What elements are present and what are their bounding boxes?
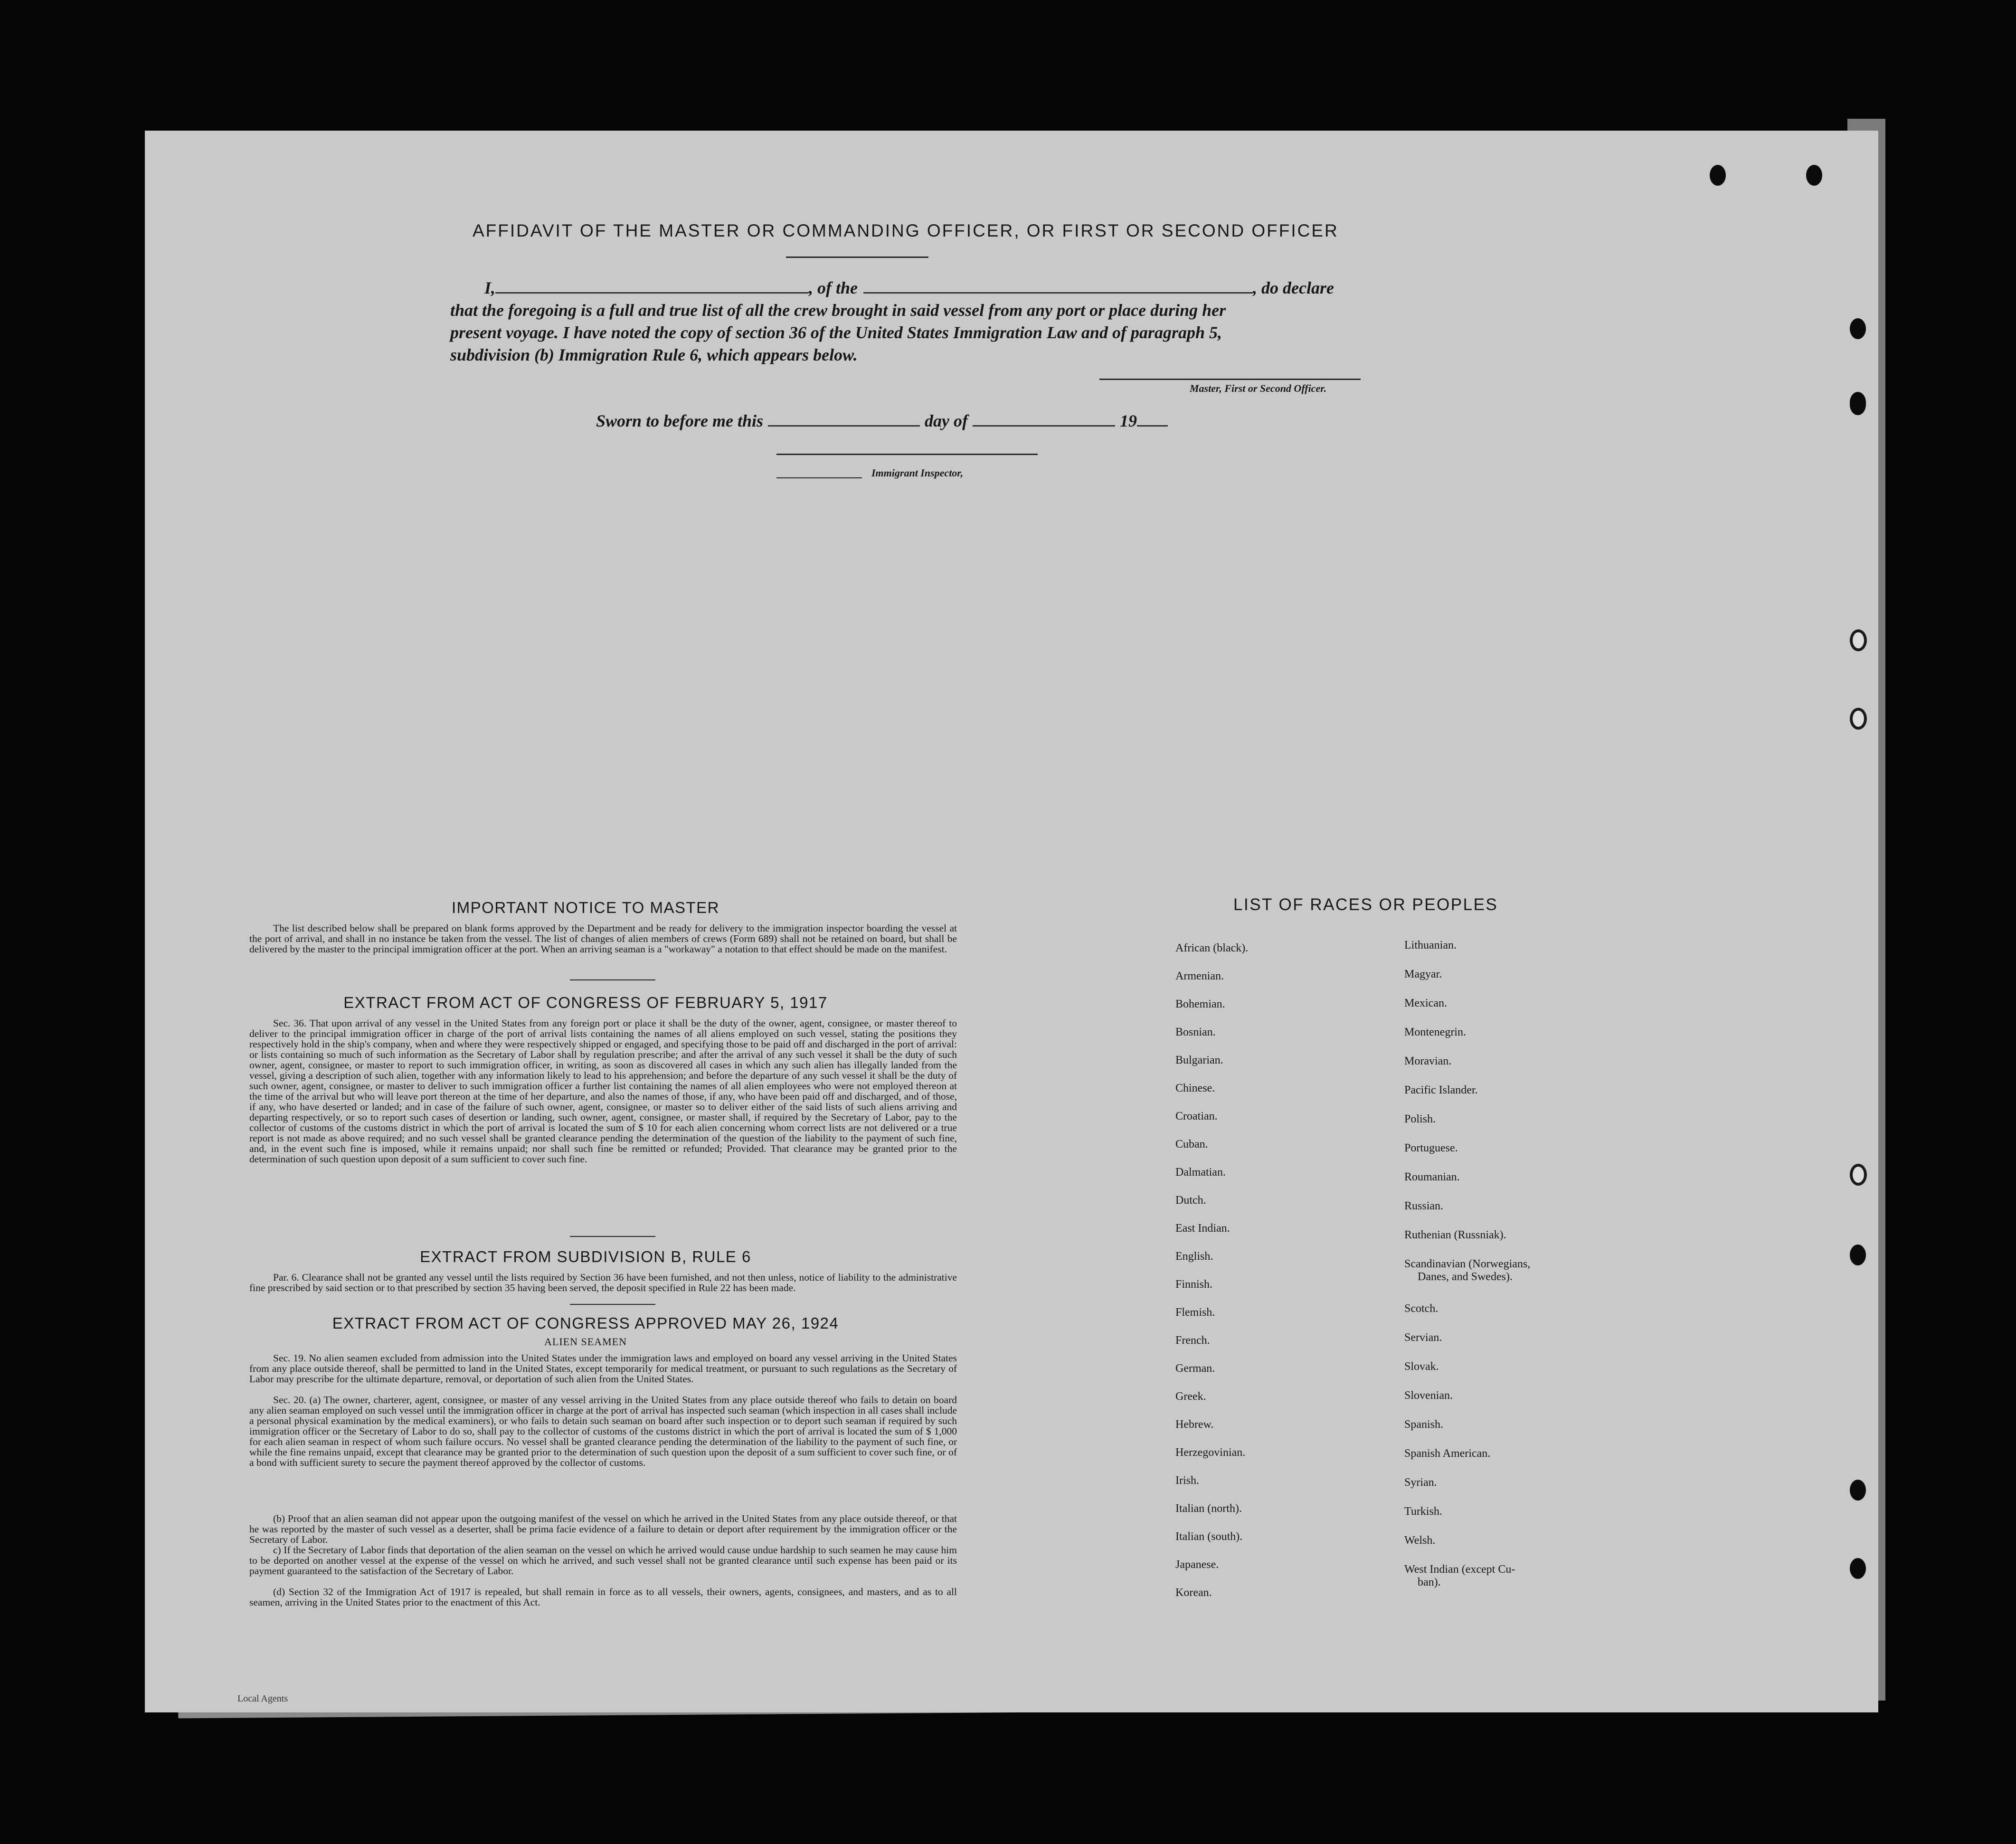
race-item: Bosnian. [1175,1026,1216,1038]
binding-hole [1850,1164,1867,1186]
races-title: LIST OF RACES OR PEOPLES [1233,895,1498,914]
race-item: Herzegovinian. [1175,1446,1246,1459]
extract-1917-rule [570,1236,655,1237]
signature-caption: Master, First or Second Officer. [1190,382,1327,394]
race-item: Bulgarian. [1175,1054,1223,1066]
sec20d-text: (d) Section 32 of the Immigration Act of 1917 is repealed, but shall remain in force as to all vessels, their owners, agents, consignees, and masters, and as to all seamen, arriving in the United States prior to the enactment of this Act. [249,1586,957,1608]
race-item: Cuban. [1175,1138,1208,1150]
race-item: Scotch. [1404,1302,1439,1315]
affidavit-i: I, [484,278,496,297]
race-item: Dutch. [1175,1194,1206,1207]
binding-hole [1850,629,1867,651]
sworn-day: day of [925,411,968,430]
rule6-title: EXTRACT FROM SUBDIVISION B, RULE 6 [420,1248,751,1265]
rule6-text: Par. 6. Clearance shall not be granted any vessel until the lists required by Section 36 have been furnished, and not then unless, notice of liability to the administrative fine prescribed by said section or to that prescribed by section 35 having been served, the deposit specified in Rule 22 has been made. [249,1272,957,1293]
manifest-page [145,131,1878,1712]
binding-hole [1850,394,1866,415]
race-item: Mexican. [1404,997,1447,1009]
race-item: Servian. [1404,1331,1442,1344]
race-item: Russian. [1404,1200,1444,1212]
notice-rule [570,979,655,980]
race-item: East Indian. [1175,1222,1230,1235]
race-item: Spanish American. [1404,1447,1491,1460]
sec19-text: Sec. 19. No alien seamen excluded from admission into the United States under the immigration laws and employed on board any vessel arriving in the United States from any place outside thereof, shall be permitted to land in the United States, except temporarily for medical treatment, or pursuant to such regulations as the Secretary of Labor may prescribe for the ultimate departure, removal, or deportation of such alien from the United States. [249,1352,957,1385]
inspector-line [776,454,1038,455]
affidavit-declare: , do declare [1253,278,1334,297]
affidavit-of: , of the [809,278,858,297]
affidavit-line3: present voyage. I have noted the copy of section 36 of the United States Immigration Law and of paragraph 5, [450,323,1222,342]
race-item: Italian (north). [1175,1502,1242,1515]
race-item: Croatian. [1175,1110,1218,1122]
race-item: Korean. [1175,1587,1212,1599]
race-item: Montenegrin. [1404,1026,1466,1038]
race-item: Moravian. [1404,1055,1452,1067]
race-item: English. [1175,1250,1213,1263]
race-item: Irish. [1175,1474,1199,1487]
extract-1917-text: Sec. 36. That upon arrival of any vessel in the United States from any foreign port or place it shall be the duty of the owner, agent, consignee, or master thereof to deliver to the principal immigration officer in charge of the port of arrival lists containing the names of all aliens employed on such vessel, stating the positions they respectively hold in the ship's company, when and where they were respectively shipped or engaged, and specifying those to be paid off and discharged in the port of arrival: or lists containing so much of such information as the Secretary of Labor shall by regulation prescribe; and after the arrival of any such vessel it shall be the duty of such owner, agent, consignee, or master to report to such immigration officer, in writing, as soon as discovered all cases in which any such alien has illegally landed from the vessel, giving a description of such alien, together with any information likely to lead to his apprehension; and before the departure of any such vessel it shall be the duty of such owner, agent, consignee, or master to deliver to such immigration officer a further list containing the names of all alien employees who were not employed thereon at the time of the arrival but who will leave port thereon at the time of her departure, and also the names of those, if any, who have been paid off and discharged, and of those, if any, who have deserted or landed; and in case of the failure of such owner, agent, consignee, or master so to deliver either of the said lists of such aliens arriving and departing respectively, or so to report such cases of desertion or landing, such owner, agent, consignee, or master shall, if required by the Secretary of Labor, pay to the collector of customs of the customs district in which the port of arrival is located the sum of $ 10 for each alien concerning whom correct lists are not delivered or a true report is not made as above required; and no such vessel shall be granted clearance pending the determination of the question of the liability to the payment of such fine, and, in the event such fine is imposed, while it remains unpaid; nor shall such fine be remitted or refunded; Provided. That clearance may be granted prior to the determination of such question upon deposit of a sum sufficient to cover such fine. [249,1017,957,1165]
local-agents-label: Local Agents [237,1693,288,1704]
affidavit-line2: that the foregoing is a full and true list of all the crew brought in said vessel from any port or place during her [450,301,1226,320]
signature-line [1099,379,1361,380]
sworn-year: 19 [1120,411,1137,430]
race-item: Dalmatian. [1175,1166,1226,1179]
race-item: Slovak. [1404,1360,1439,1373]
race-item: Flemish. [1175,1306,1215,1319]
race-item: Spanish. [1404,1418,1444,1431]
race-item: Chinese. [1175,1082,1215,1094]
race-item: Welsh. [1404,1534,1436,1547]
binding-hole [1850,1558,1866,1579]
binding-hole [1806,165,1822,186]
race-item: African (black). [1175,942,1249,954]
sec20a-text: Sec. 20. (a) The owner, charterer, agent, consignee, or master of any vessel arriving in the United States from any place outside thereof who fails to detain on board any alien seaman employed on such vessel until the immigration officer in charge at the port of arrival has inspected such seaman (which inspection in all cases shall include a personal physical examination by the medical examiners), or who fails to detain such seaman on board after such inspection or to deport such seaman if required by such immigration officer or the Secretary of Labor to do so, shall pay to the collector of customs of the customs district in which the port of arrival is located the sum of $ 1,000 for each alien seaman in respect of whom such failure occurs. No vessel shall be granted clearance pending the determination of the liability to the payment of such fine, or while the fine remains unpaid, except that clearance may be granted prior to the determination of such question upon the deposit of a sum sufficient to cover such fine, or of a bond with sufficient surety to secure the payment thereof approved by the collector of customs. [249,1394,957,1468]
binding-hole [1850,318,1866,339]
race-item: Armenian. [1175,970,1224,982]
binding-hole [1850,1480,1866,1501]
race-item: Magyar. [1404,968,1442,980]
sworn-line [596,411,1168,431]
race-item: Slovenian. [1404,1389,1453,1402]
race-item: Japanese. [1175,1559,1219,1571]
name-blank [495,278,809,294]
notice-title: IMPORTANT NOTICE TO MASTER [451,899,719,916]
race-item: Hebrew. [1175,1418,1214,1431]
month-blank [973,411,1115,427]
notice-text: The list described below shall be prepared on blank forms approved by the Department and be ready for delivery to the immigration inspector boarding the vessel at the port of arrival, and shall in no instance be taken from the vessel. The list of changes of alien members of crews (Form 689) shall not be retained on board, but shall be delivered by the master to the principal immigration officer at the port. When an arriving seaman is a "workaway" a notation to that effect should be made on the manifest. [249,922,957,955]
race-item: Polish. [1404,1113,1436,1125]
rule6-rule [570,1304,655,1305]
extract-1924-title: EXTRACT FROM ACT OF CONGRESS APPROVED MAY 26, 1924 [332,1314,839,1332]
day-blank [768,411,920,427]
affidavit-line4: subdivision (b) Immigration Rule 6, which appears below. [450,345,858,364]
inspector-short-line [776,477,862,478]
sec20c-text: c) If the Secretary of Labor finds that deportation of the alien seaman on the vessel on which he arrived would cause undue hardship to such seamen he may cause him to be deported on another vessel at the expense of the vessel on which he arrived, and such vessel shall not be granted clearance until such expense has been paid or its payment guaranteed to the satisfaction of the Secretary of Labor. [249,1544,957,1577]
race-item: Scandinavian (Norwegians, Danes, and Swedes). [1404,1258,1531,1283]
binding-hole [1850,708,1867,730]
race-item: West Indian (except Cu- ban). [1404,1563,1515,1588]
race-item: German. [1175,1362,1215,1375]
sec20b-text: (b) Proof that an alien seaman did not appear upon the outgoing manifest of the vessel on which he arrived in the United States from any place outside thereof, or that he was reported by the master of such vessel as a deserter, shall be prima facie evidence of a failure to detain or deport after requirement by the immigration officer or the Secretary of Labor. [249,1513,957,1545]
race-item: Bohemian. [1175,998,1225,1010]
race-item: Portuguese. [1404,1142,1458,1154]
race-item: Pacific Islander. [1404,1084,1478,1096]
race-item: Syrian. [1404,1476,1437,1489]
inspector-caption: Immigrant Inspector, [871,467,964,479]
vessel-blank [863,278,1253,294]
heading-rule [786,257,928,258]
binding-hole [1710,165,1726,186]
binding-hole [1850,1245,1866,1265]
affidavit-heading: AFFIDAVIT OF THE MASTER OR COMMANDING OFFICER, OR FIRST OR SECOND OFFICER [473,221,1339,240]
affidavit-line1 [484,278,1334,298]
race-item: French. [1175,1334,1210,1347]
race-item: Finnish. [1175,1278,1213,1291]
race-item: Ruthenian (Russniak). [1404,1229,1506,1241]
race-item: Roumanian. [1404,1171,1460,1183]
race-item: Turkish. [1404,1505,1442,1518]
extract-1924-subtitle: ALIEN SEAMEN [544,1336,627,1348]
race-item: Greek. [1175,1390,1206,1403]
sworn-prefix: Sworn to before me this [596,411,764,430]
year-blank [1137,411,1168,427]
race-item: Lithuanian. [1404,939,1457,951]
race-item: Italian (south). [1175,1530,1243,1543]
extract-1917-title: EXTRACT FROM ACT OF CONGRESS OF FEBRUARY 5, 1917 [343,994,828,1011]
